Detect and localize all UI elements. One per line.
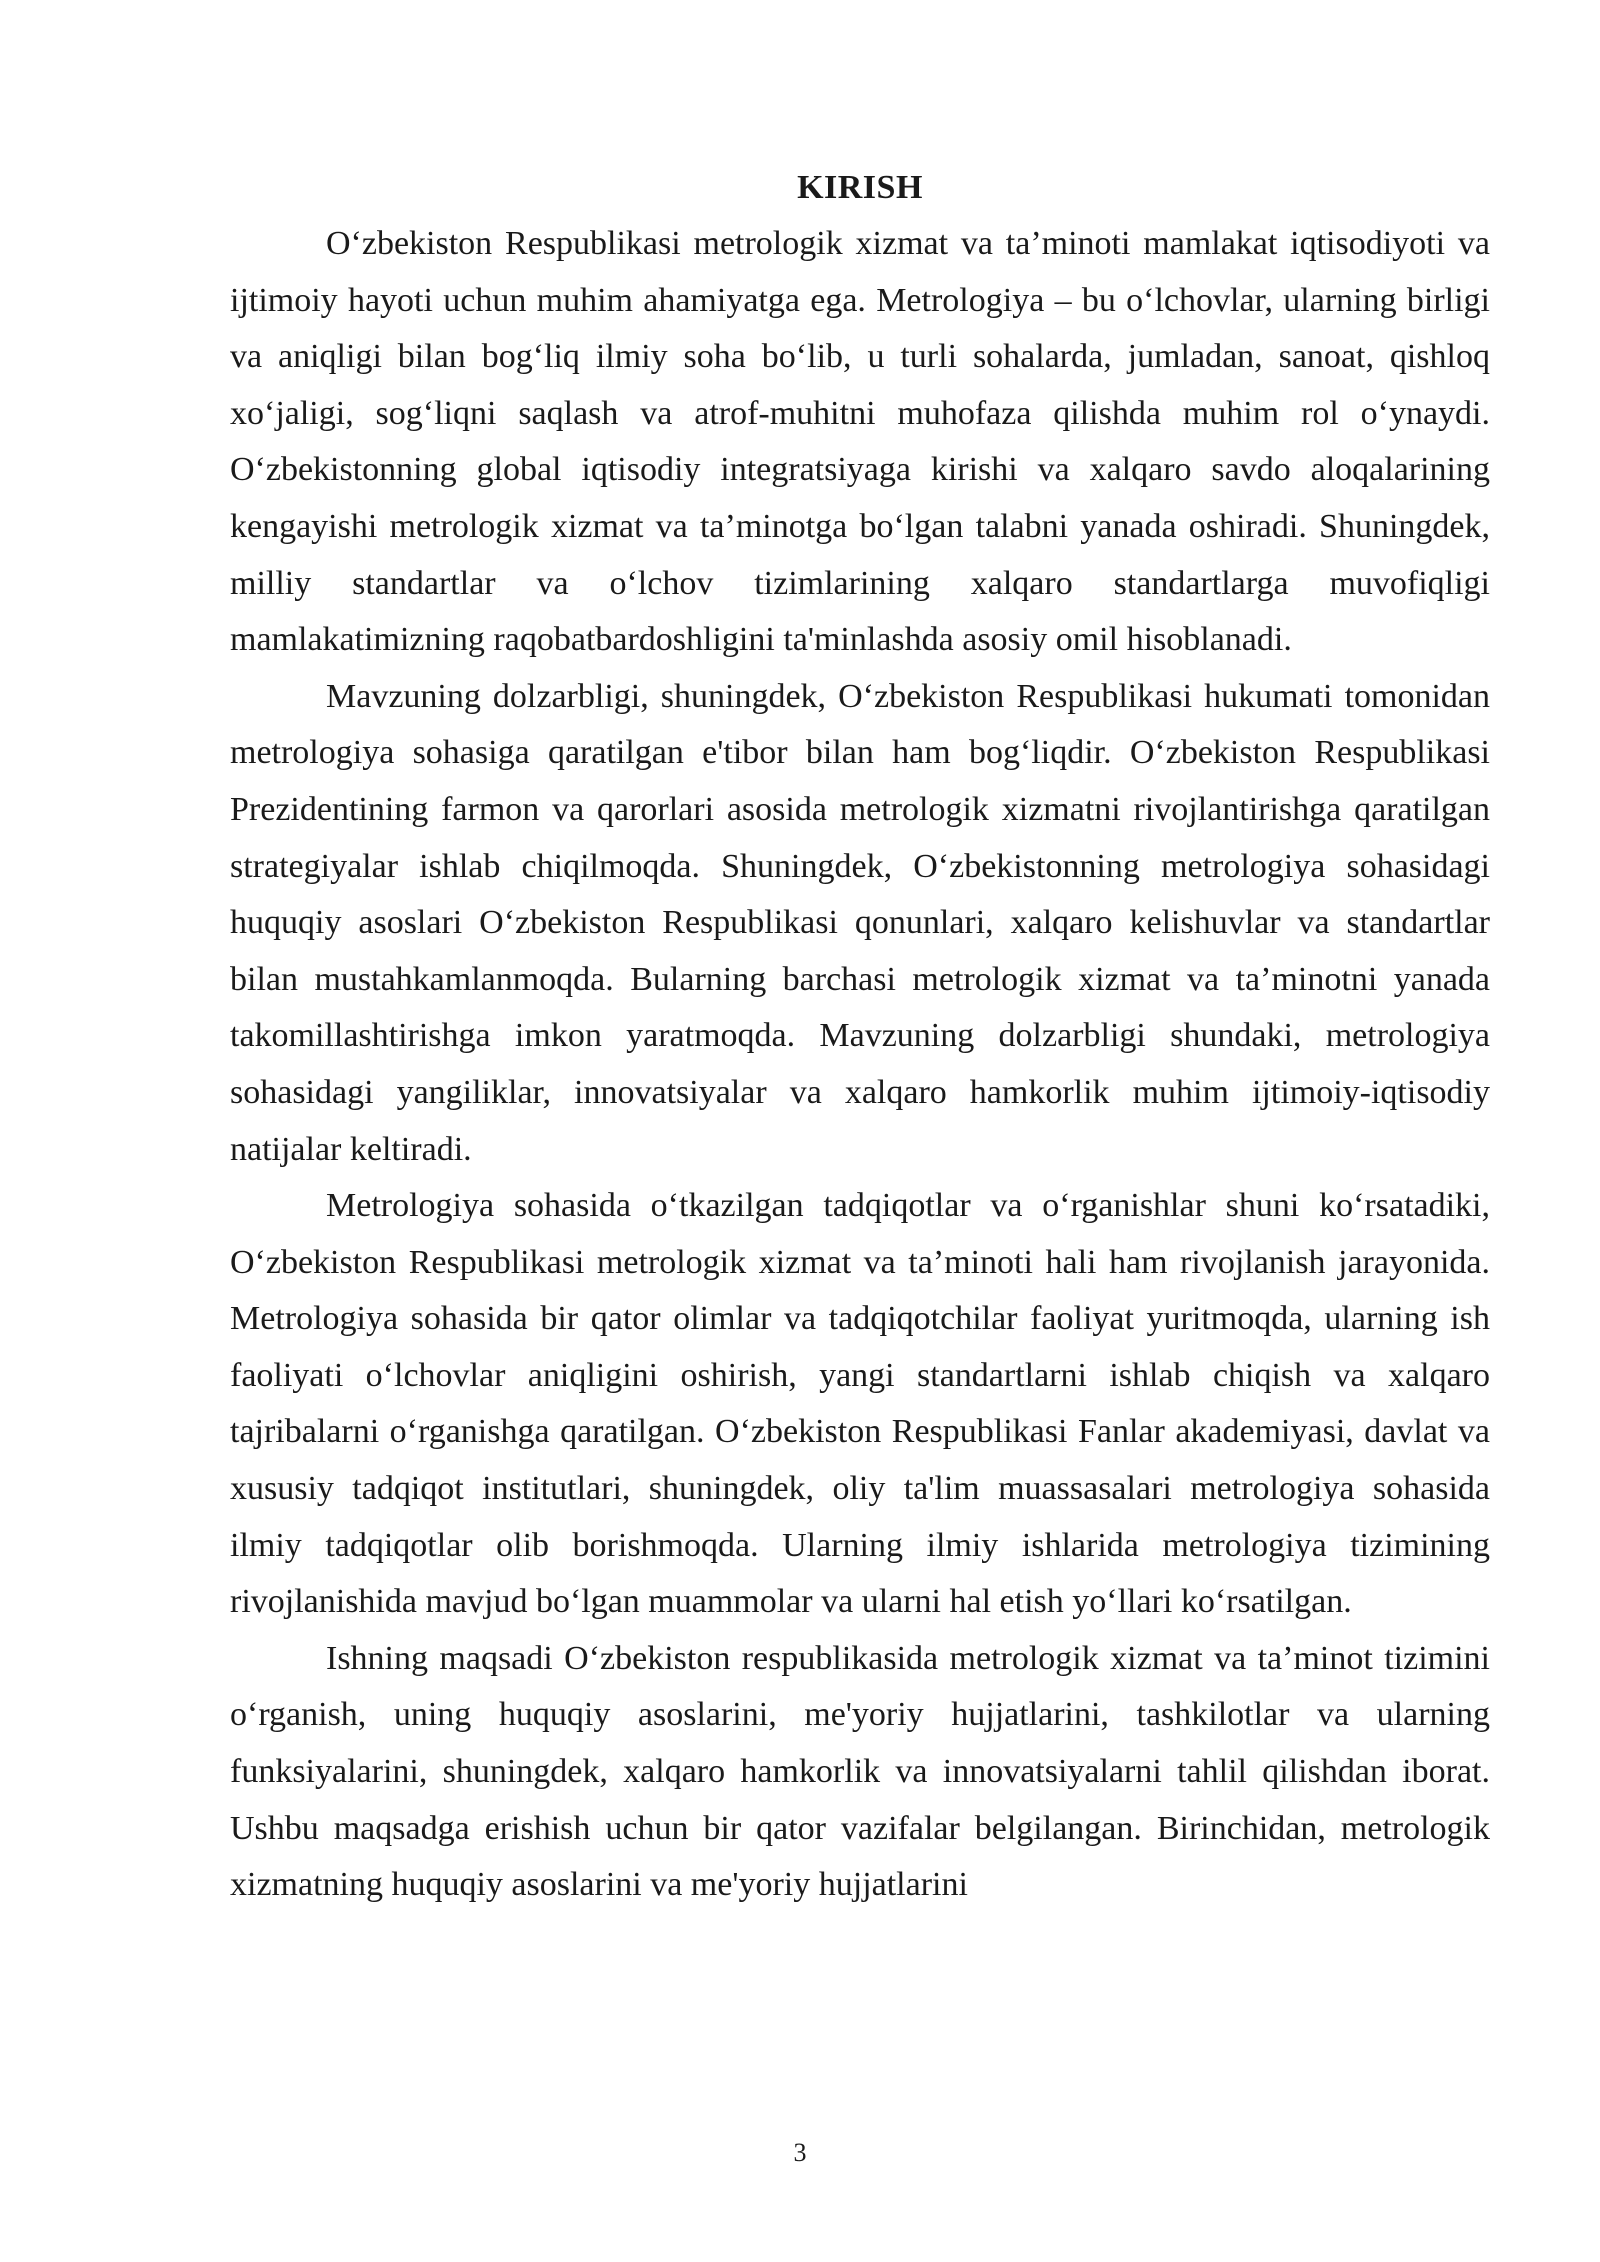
document-page: [230, 160, 1490, 1914]
section-title: KIRISH: [797, 169, 923, 206]
page-number: 3: [793, 2138, 807, 2167]
paragraph-1: O‘zbekiston Respublikasi metrologik xizmat va ta’minoti mamlakat iqtisodiyoti va ijtimoiy hayoti uchun muhim ahamiyatga ega. Metrologiya – bu o‘lchovlar, ularning birligi va aniqligi bilan bog‘liq ilmiy soha bo‘lib, u turli sohalarda, jumladan, sanoat, qishloq xo‘jaligi, sog‘liqni saqlash va atrof-muhitni muhofaza qilishda muhim rol o‘ynaydi. O‘zbekistonning global iqtisodiy integratsiyaga kirishi va xalqaro savdo aloqalarining kengayishi metrologik xizmat va ta’minotga bo‘lgan talabni yanada oshiradi. Shuningdek, milliy standartlar va o‘lchov tizimlarining xalqaro standartlarga muvofiqligi mamlakatimizning raqobatbardoshligini ta'minlashda asosiy omil hisoblanadi.: [230, 225, 1490, 659]
paragraph-4: Ishning maqsadi O‘zbekiston respublikasida metrologik xizmat va ta’minot tizimini o‘rganish, uning huquqiy asoslarini, me'yoriy hujjatlarini, tashkilotlar va ularning funksiyalarini, shuningdek, xalqaro hamkorlik va innovatsiyalarni tahlil qilishdan iborat. Ushbu maqsadga erishish uchun bir qator vazifalar belgilangan. Birinchidan, metrologik xizmatning huquqiy asoslarini va me'yoriy hujjatlarini: [230, 1639, 1490, 1904]
paragraph-3: Metrologiya sohasida o‘tkazilgan tadqiqotlar va o‘rganishlar shuni ko‘rsatadiki, O‘zbekiston Respublikasi metrologik xizmat va ta’minoti hali ham rivojlanish jarayonida. Metrologiya sohasida bir qator olimlar va tadqiqotchilar faoliyat yuritmoqda, ularning ish faoliyati o‘lchovlar aniqligini oshirish, yangi standartlarni ishlab chiqish va xalqaro tajribalarni o‘rganishga qaratilgan. O‘zbekiston Respublikasi Fanlar akademiyasi, davlat va xususiy tadqiqot institutlari, shuningdek, oliy ta'lim muassasalari metrologiya sohasida ilmiy tadqiqotlar olib borishmoqda. Ularning ilmiy ishlarida metrologiya tizimining rivojlanishida mavjud bo‘lgan muammolar va ularni hal etish yo‘llari ko‘rsatilgan.: [230, 1187, 1490, 1621]
paragraph-2: Mavzuning dolzarbligi, shuningdek, O‘zbekiston Respublikasi hukumati tomonidan metrologiya sohasiga qaratilgan e'tibor bilan ham bog‘liqdir. O‘zbekiston Respublikasi Prezidentining farmon va qarorlari asosida metrologik xizmatni rivojlantirishga qaratilgan strategiyalar ishlab chiqilmoqda. Shuningdek, O‘zbekistonning metrologiya sohasidagi huquqiy asoslari O‘zbekiston Respublikasi qonunlari, xalqaro kelishuvlar va standartlar bilan mustahkamlanmoqda. Bularning barchasi metrologik xizmat va ta’minotni yanada takomillashtirishga imkon yaratmoqda. Mavzuning dolzarbligi shundaki, metrologiya sohasidagi yangiliklar, innovatsiyalar va xalqaro hamkorlik muhim ijtimoiy-iqtisodiy natijalar keltiradi.: [230, 677, 1490, 1168]
